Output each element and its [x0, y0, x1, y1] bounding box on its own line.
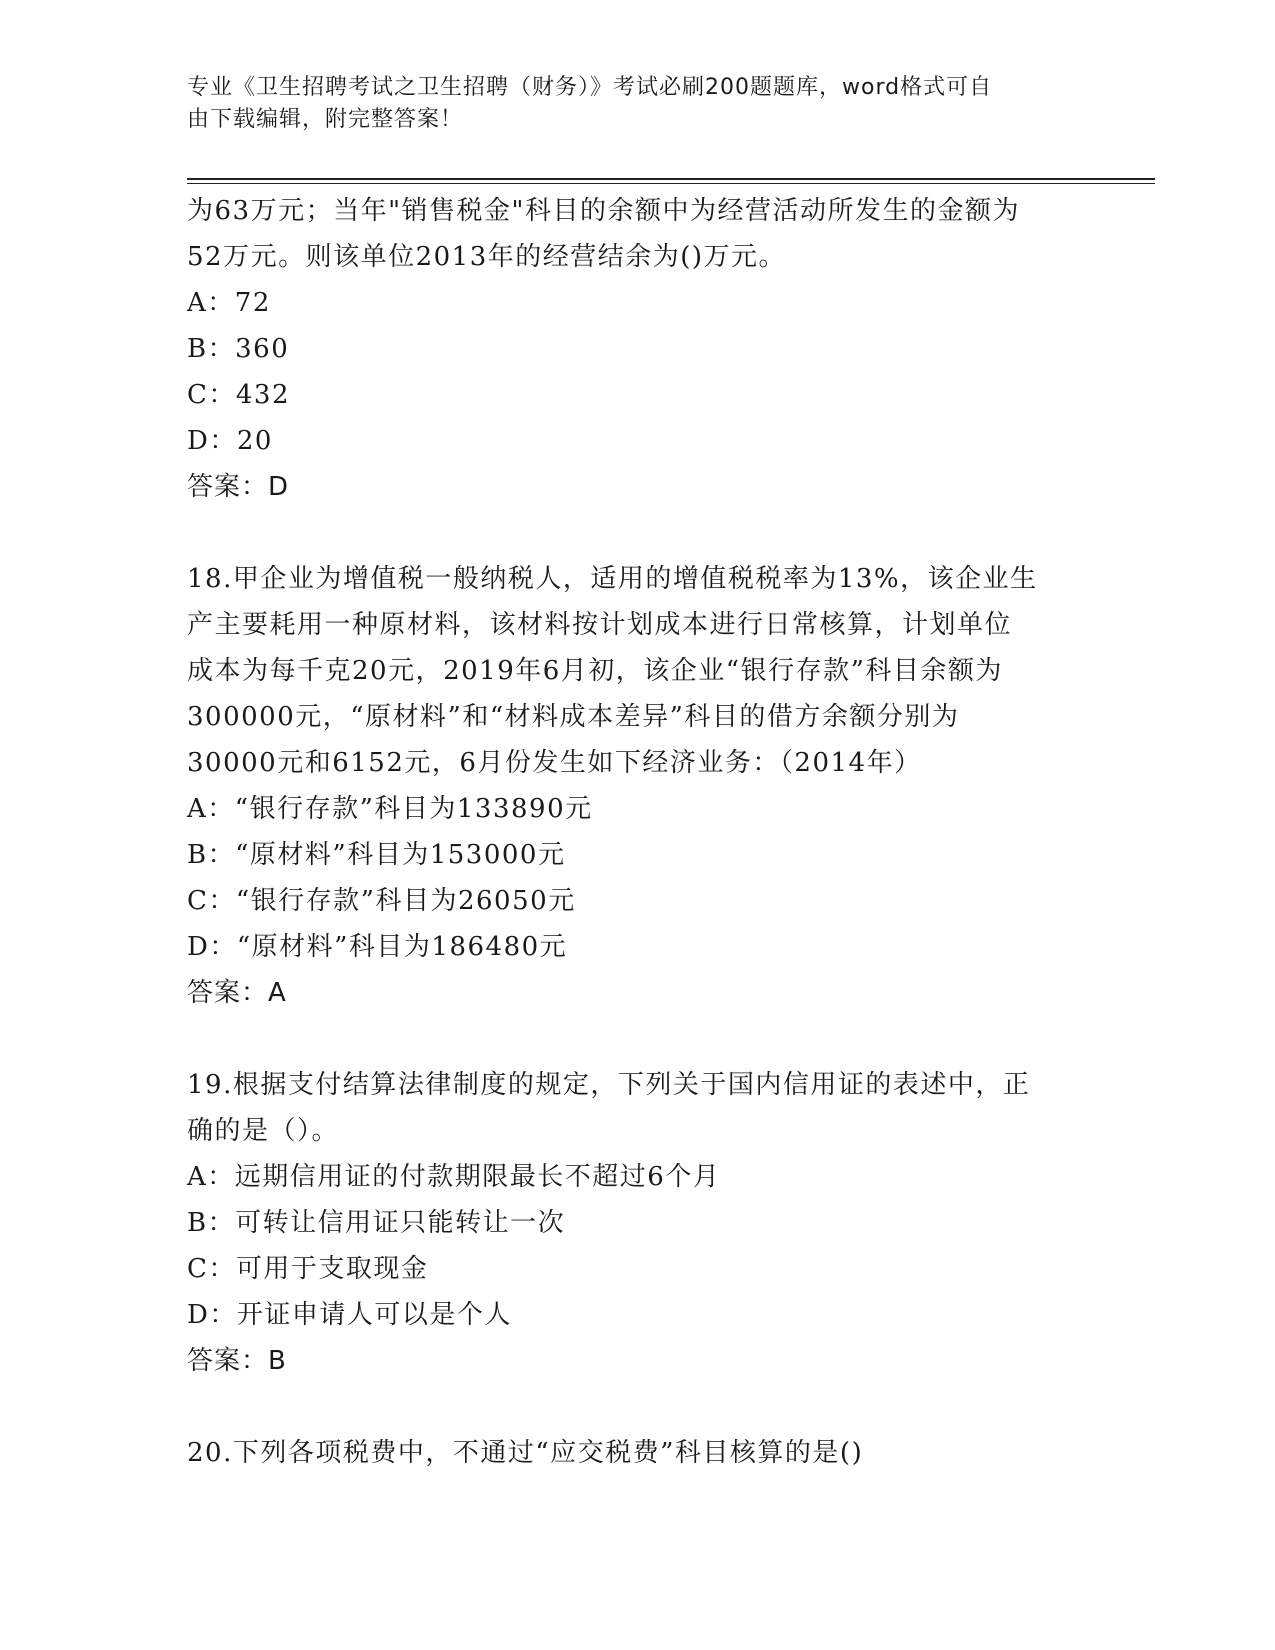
answer: 答案：B	[187, 1346, 287, 1376]
stem-line: 19.根据支付结算法律制度的规定，下列关于国内信用证的表述中，正	[187, 1070, 1031, 1100]
option-d: D：“原材料”科目为186480元	[187, 932, 568, 962]
option-d: D：开证申请人可以是个人	[187, 1300, 512, 1330]
question-stem	[187, 1430, 1087, 1476]
question-stem	[187, 556, 1087, 786]
stem-line: 52万元。则该单位2013年的经营结余为()万元。	[187, 242, 787, 272]
option-c: C：可用于支取现金	[187, 1254, 429, 1284]
question-stem	[187, 188, 1087, 280]
option-a: A：72	[187, 288, 271, 318]
header-divider-thin	[187, 183, 1155, 184]
stem-line: 产主要耗用一种原材料，该材料按计划成本进行日常核算，计划单位	[187, 610, 1013, 640]
header-divider-thick	[187, 178, 1155, 180]
stem-line: 确的是（）。	[187, 1116, 340, 1146]
stem-line: 为63万元；当年"销售税金"科目的余额中为经营活动所发生的金额为	[187, 196, 1021, 226]
stem-line: 30000元和6152元，6月份发生如下经济业务：（2014年）	[187, 748, 922, 778]
header-line-1: 专业《卫生招聘考试之卫生招聘（财务）》考试必刷200题题库，word格式可自	[187, 75, 993, 100]
option-b: B：360	[187, 334, 290, 364]
question-20	[187, 1430, 1087, 1476]
option-d: D：20	[187, 426, 273, 456]
question-18	[187, 556, 1087, 1016]
answer: 答案：A	[187, 978, 287, 1008]
question-19	[187, 1062, 1087, 1384]
stem-line: 成本为每千克20元，2019年6月初，该企业“银行存款”科目余额为	[187, 656, 1003, 686]
option-b: B：可转让信用证只能转让一次	[187, 1208, 566, 1238]
answer: 答案：D	[187, 472, 290, 502]
option-c: C：“银行存款”科目为26050元	[187, 886, 576, 916]
option-a: A：远期信用证的付款期限最长不超过6个月	[187, 1162, 721, 1192]
option-b: B：“原材料”科目为153000元	[187, 840, 566, 870]
option-c: C：432	[187, 380, 291, 410]
stem-line: 20.下列各项税费中，不通过“应交税费”科目核算的是()	[187, 1438, 864, 1468]
question-17	[187, 188, 1087, 510]
question-content	[187, 188, 1087, 1476]
question-stem	[187, 1062, 1087, 1154]
header-line-2: 由下载编辑，附完整答案！	[187, 107, 464, 132]
stem-line: 18.甲企业为增值税一般纳税人，适用的增值税税率为13%，该企业生	[187, 564, 1038, 594]
document-header	[187, 72, 1067, 136]
option-a: A：“银行存款”科目为133890元	[187, 794, 593, 824]
stem-line: 300000元，“原材料”和“材料成本差异”科目的借方余额分别为	[187, 702, 960, 732]
